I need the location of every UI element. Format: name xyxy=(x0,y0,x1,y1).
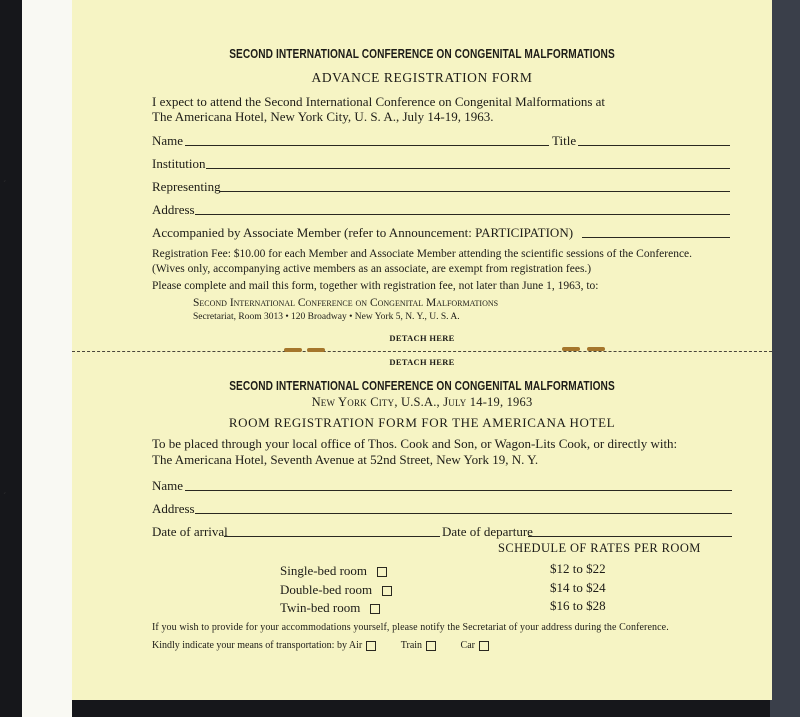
room-label: Single-bed room xyxy=(280,563,368,578)
room-checkbox[interactable] xyxy=(377,567,387,577)
transport-label: Kindly indicate your means of transportation: by Air xyxy=(152,640,363,651)
rates-heading: SCHEDULE OF RATES PER ROOM xyxy=(498,541,701,555)
room-checkbox[interactable] xyxy=(370,604,380,614)
representing-field[interactable] xyxy=(219,191,730,192)
name-field[interactable] xyxy=(185,490,732,491)
registration-form-page xyxy=(72,0,772,700)
institution-label: Institution xyxy=(152,156,206,171)
address-field[interactable] xyxy=(195,513,732,514)
intro-text: The Americana Hotel, Seventh Avenue at 52nd Street, New York 19, N. Y. xyxy=(152,452,539,467)
room-option-single[interactable] xyxy=(280,563,387,579)
representing-label: Representing xyxy=(152,179,221,194)
air-checkbox[interactable] xyxy=(366,641,376,651)
room-label: Twin-bed room xyxy=(280,600,361,615)
room-rate: $16 to $28 xyxy=(550,598,606,613)
conference-title: SECOND INTERNATIONAL CONFERENCE ON CONGENITAL MALFORMATIONS xyxy=(229,46,615,61)
title-field[interactable] xyxy=(578,145,730,146)
room-option-double[interactable] xyxy=(280,582,392,598)
train-label: Train xyxy=(400,640,423,651)
mailing-address-detail: Secretariat, Room 3013 • 120 Broadway • New York 5, N. Y., U. S. A. xyxy=(193,312,460,322)
room-label: Double-bed room xyxy=(280,582,373,597)
name-label: Name xyxy=(152,478,184,493)
arrival-label: Date of arrival xyxy=(152,524,228,539)
fee-text: Registration Fee: $10.00 for each Member and Associate Member attending the scientific sessions of the Conference. xyxy=(152,248,693,260)
room-rate: $14 to $24 xyxy=(550,580,606,595)
address-label: Address xyxy=(152,501,195,516)
mailing-address-name: Second International Conference on Congenital Malformations xyxy=(193,297,499,309)
name-label: Name xyxy=(152,133,184,148)
accompanied-field[interactable] xyxy=(582,237,730,238)
car-checkbox[interactable] xyxy=(479,641,489,651)
room-rate: $12 to $22 xyxy=(550,561,606,576)
transport-row xyxy=(152,640,489,651)
perforation-line[interactable] xyxy=(72,351,772,352)
accompanied-label: Accompanied by Associate Member (refer to Announcement: PARTICIPATION) xyxy=(152,225,574,240)
car-label: Car xyxy=(460,640,475,651)
form-subtitle: ADVANCE REGISTRATION FORM xyxy=(311,70,533,85)
title-label: Title xyxy=(552,133,577,148)
margin-mark: ˊ xyxy=(3,180,7,191)
detach-label-bottom: DETACH HERE xyxy=(389,357,455,367)
address-field[interactable] xyxy=(195,214,730,215)
institution-field[interactable] xyxy=(206,168,730,169)
conference-title: SECOND INTERNATIONAL CONFERENCE ON CONGENITAL MALFORMATIONS xyxy=(229,378,615,393)
form-subtitle: ROOM REGISTRATION FORM FOR THE AMERICANA HOTEL xyxy=(228,415,616,430)
paper-margin-strip xyxy=(22,0,72,717)
intro-text: The Americana Hotel, New York City, U. S. A., July 14-19, 1963. xyxy=(152,109,494,124)
margin-mark: ˊ xyxy=(3,492,7,503)
room-checkbox[interactable] xyxy=(382,586,392,596)
detach-label-top: DETACH HERE xyxy=(389,333,455,343)
accommodations-note: If you wish to provide for your accommodations yourself, please notify the Secretariat of your address during the Conference. xyxy=(152,622,669,633)
arrival-field[interactable] xyxy=(224,536,440,537)
staple xyxy=(562,347,580,351)
intro-text: To be placed through your local office of Thos. Cook and Son, or Wagon-Lits Cook, or directly with: xyxy=(152,436,678,451)
room-option-twin[interactable] xyxy=(280,600,380,616)
departure-field[interactable] xyxy=(528,536,732,537)
intro-text: I expect to attend the Second International Conference on Congenital Malformations at xyxy=(152,94,606,109)
fee-text: (Wives only, accompanying active members as an associate, are exempt from registration fees.) xyxy=(152,263,592,275)
train-checkbox[interactable] xyxy=(426,641,436,651)
address-label: Address xyxy=(152,202,195,217)
conference-dateline: New York City, U.S.A., July 14-19, 1963 xyxy=(311,395,533,409)
staple xyxy=(307,348,325,352)
staple xyxy=(587,347,605,351)
staple xyxy=(284,348,302,352)
name-field[interactable] xyxy=(185,145,549,146)
departure-label: Date of departure xyxy=(442,524,533,539)
mail-instructions: Please complete and mail this form, together with registration fee, not later than June 1, 1963, to: xyxy=(152,280,599,292)
background-folder-edge xyxy=(770,0,800,717)
